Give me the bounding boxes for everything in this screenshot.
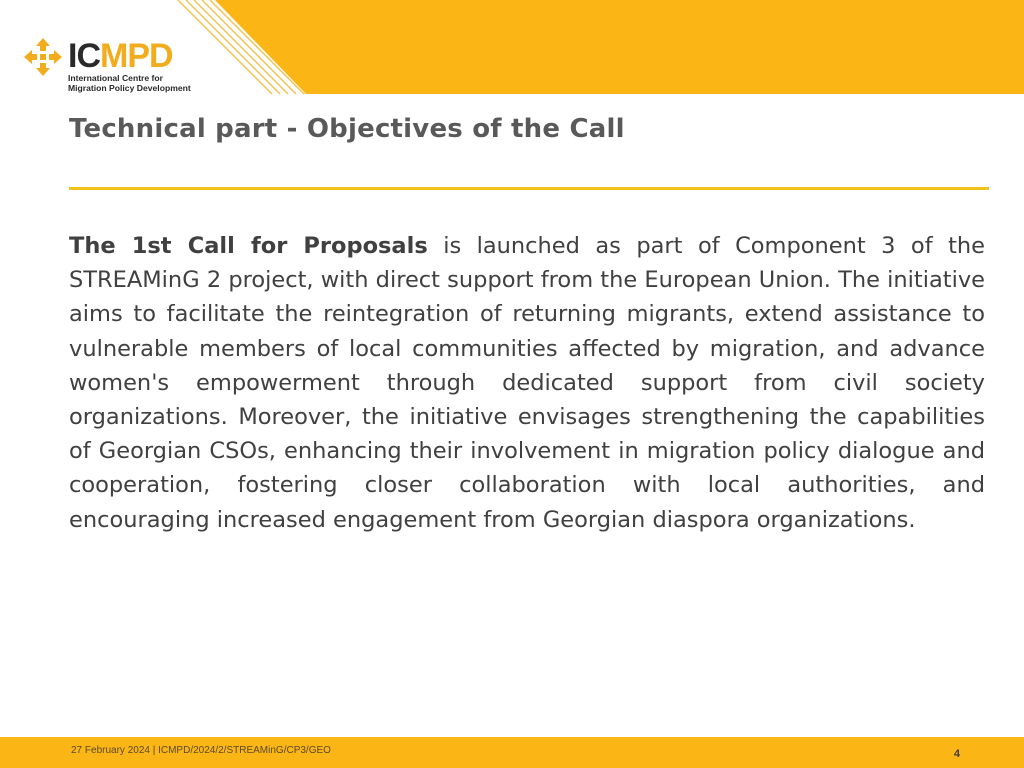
- footer-reference: 27 February 2024 | ICMPD/2024/2/STREAMinG/CP3/GEO: [71, 745, 331, 756]
- logo-subtitle-line2: Migration Policy Development: [68, 83, 191, 93]
- body-paragraph: [69, 229, 985, 537]
- logo-wordmark: [68, 39, 173, 73]
- footer-bar: [0, 737, 1024, 768]
- logo-word-main: IC: [68, 37, 100, 75]
- logo-subtitle-line1: International Centre for: [68, 73, 164, 83]
- logo-subtitle: [68, 73, 218, 93]
- title-divider: [69, 187, 989, 190]
- body-lead: The 1st Call for Proposals: [69, 233, 428, 259]
- compass-arrows-icon: [22, 36, 64, 78]
- page-number: 4: [953, 748, 960, 760]
- logo-word-accent: MPD: [100, 37, 173, 75]
- body-text-rest: is launched as part of Component 3 of the STREAMinG 2 project, with direct support from the European Union. The initiative aims to facilitate the reintegration of returning migrants, extend assistance to vulnerable members of local communities affected by migration, and advance women's empowerment through dedicated support from civil society organizations. Moreover, the initiative envisages strengthening the capabilities of Georgian CSOs, enhancing their involvement in migration policy dialogue and cooperation, fostering closer collaboration with local authorities, and encouraging increased engagement from Georgian diaspora organizations.: [69, 233, 986, 533]
- slide-title: Technical part - Objectives of the Call: [69, 114, 625, 144]
- icmpd-logo: [22, 36, 222, 98]
